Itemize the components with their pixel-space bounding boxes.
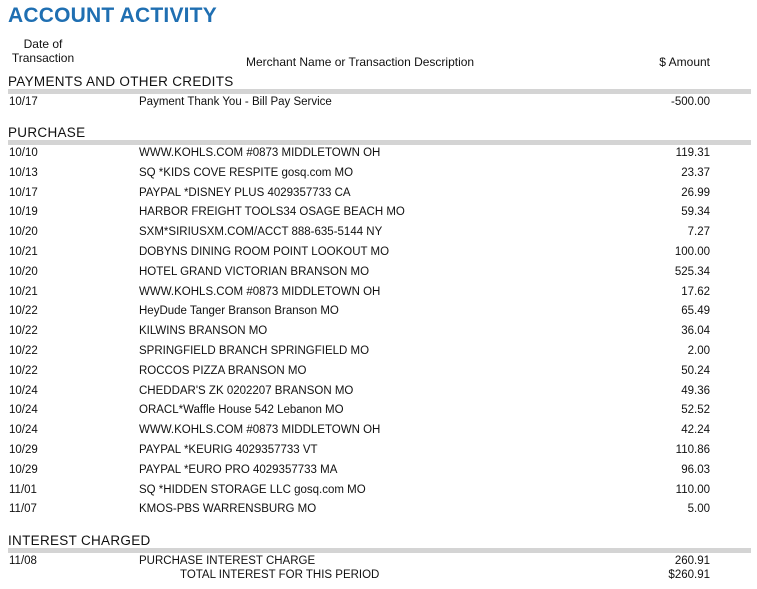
table-row — [0, 503, 757, 523]
table-row — [0, 424, 757, 444]
transaction-date: 10/20 — [9, 226, 38, 239]
table-row — [0, 96, 757, 116]
date-header-line1: Date of — [23, 37, 63, 51]
table-row — [0, 404, 757, 424]
transaction-description: HeyDude Tanger Branson Branson MO — [139, 305, 339, 318]
transaction-description: SQ *HIDDEN STORAGE LLC gosq.com MO — [139, 483, 366, 496]
transaction-date: 10/21 — [9, 246, 38, 258]
transaction-description: PAYPAL *EURO PRO 4029357733 MA — [139, 463, 338, 476]
transaction-amount: 2.00 — [687, 345, 710, 357]
transaction-amount: 26.99 — [681, 186, 710, 199]
transaction-description: PURCHASE INTEREST CHARGE — [139, 555, 316, 567]
transaction-description: Payment Thank You - Bill Pay Service — [139, 96, 332, 108]
table-row — [0, 385, 757, 405]
transaction-date: 10/22 — [9, 345, 38, 357]
transaction-description: SXM*SIRIUSXM.COM/ACCT 888-635-5144 NY — [139, 226, 383, 239]
table-row — [0, 286, 757, 306]
transaction-description: KILWINS BRANSON MO — [139, 325, 268, 338]
transaction-amount: 110.86 — [675, 444, 710, 456]
section-divider — [8, 140, 751, 145]
transaction-date: 10/22 — [9, 364, 38, 377]
table-row — [0, 365, 757, 385]
table-row — [0, 206, 757, 226]
table-row — [0, 345, 757, 365]
transaction-description: WWW.KOHLS.COM #0873 MIDDLETOWN OH — [139, 424, 381, 437]
purchase-section-title: PURCHASE — [8, 125, 86, 140]
table-row — [0, 484, 757, 504]
transaction-amount: 36.04 — [681, 325, 710, 338]
transaction-amount: -500.00 — [670, 96, 710, 108]
transaction-amount: 525.34 — [674, 265, 710, 278]
table-row — [0, 226, 757, 246]
transaction-amount: 59.34 — [681, 206, 710, 219]
table-row — [0, 187, 757, 207]
transaction-description: KMOS-PBS WARRENSBURG MO — [139, 503, 317, 516]
transaction-date: 10/22 — [9, 325, 38, 338]
transaction-description: CHEDDAR'S ZK 0202207 BRANSON MO — [139, 384, 354, 397]
table-row — [0, 266, 757, 286]
transaction-amount: 50.24 — [681, 364, 710, 377]
transaction-date: 10/17 — [9, 186, 38, 199]
transaction-description: PAYPAL *KEURIG 4029357733 VT — [139, 444, 318, 456]
transaction-description: PAYPAL *DISNEY PLUS 4029357733 CA — [139, 186, 351, 199]
transaction-date: 10/24 — [9, 424, 38, 437]
transaction-amount: 100.00 — [674, 246, 710, 258]
transaction-date: 10/20 — [9, 265, 38, 278]
transaction-date: 10/29 — [9, 444, 38, 456]
description-column-header: Merchant Name or Transaction Description — [246, 55, 475, 69]
date-column-header — [8, 37, 78, 65]
transaction-description: HOTEL GRAND VICTORIAN BRANSON MO — [139, 265, 370, 278]
transaction-description: SQ *KIDS COVE RESPITE gosq.com MO — [139, 166, 354, 179]
transaction-date: 10/22 — [9, 305, 38, 318]
table-row — [0, 325, 757, 345]
transaction-description: WWW.KOHLS.COM #0873 MIDDLETOWN OH — [139, 285, 381, 298]
transaction-date: 10/24 — [9, 404, 38, 417]
transaction-description: DOBYNS DINING ROOM POINT LOOKOUT MO — [139, 246, 390, 258]
date-header-line2: Transaction — [11, 51, 75, 65]
table-row — [0, 464, 757, 484]
transaction-date: 10/21 — [9, 285, 38, 298]
transaction-amount: 96.03 — [681, 463, 710, 476]
transaction-amount: 260.91 — [674, 555, 710, 567]
transaction-amount: 7.27 — [687, 226, 710, 239]
transaction-date: 10/19 — [9, 206, 38, 219]
transaction-amount: 49.36 — [681, 384, 710, 397]
amount-column-header: $ Amount — [659, 55, 710, 69]
transaction-amount: 17.62 — [681, 285, 710, 298]
section-divider — [8, 89, 751, 94]
transaction-description: HARBOR FREIGHT TOOLS34 OSAGE BEACH MO — [139, 206, 405, 219]
transaction-date: 10/17 — [9, 96, 38, 108]
payments-section-title: PAYMENTS AND OTHER CREDITS — [8, 74, 234, 89]
total-interest-label: TOTAL INTEREST FOR THIS PERIOD — [180, 569, 380, 581]
transaction-description: ROCCOS PIZZA BRANSON MO — [139, 364, 307, 377]
transaction-date: 10/13 — [9, 166, 38, 179]
transaction-date: 10/24 — [9, 384, 38, 397]
table-row — [0, 246, 757, 266]
interest-section-title: INTEREST CHARGED — [8, 533, 151, 548]
transaction-description: ORACL*Waffle House 542 Lebanon MO — [139, 404, 344, 417]
table-row — [0, 444, 757, 464]
table-row — [0, 167, 757, 187]
transaction-description: SPRINGFIELD BRANCH SPRINGFIELD MO — [139, 345, 370, 357]
transaction-amount: 5.00 — [687, 503, 710, 516]
page-title: ACCOUNT ACTIVITY — [8, 4, 217, 27]
transaction-amount: 23.37 — [681, 166, 710, 179]
transaction-date: 11/08 — [9, 555, 37, 567]
total-interest-amount: $260.91 — [668, 569, 710, 581]
table-row — [0, 147, 757, 167]
transaction-date: 11/01 — [9, 483, 37, 496]
transaction-date: 11/07 — [9, 503, 37, 516]
transaction-amount: 65.49 — [681, 305, 710, 318]
transaction-amount: 42.24 — [681, 424, 710, 437]
section-divider — [8, 548, 751, 553]
table-row — [0, 305, 757, 325]
transaction-amount: 119.31 — [675, 147, 710, 159]
transaction-amount: 110.00 — [675, 483, 710, 496]
transaction-date: 10/10 — [9, 147, 38, 159]
total-interest-row — [0, 569, 757, 589]
transaction-amount: 52.52 — [681, 404, 710, 417]
transaction-date: 10/29 — [9, 463, 38, 476]
transaction-description: WWW.KOHLS.COM #0873 MIDDLETOWN OH — [139, 147, 381, 159]
